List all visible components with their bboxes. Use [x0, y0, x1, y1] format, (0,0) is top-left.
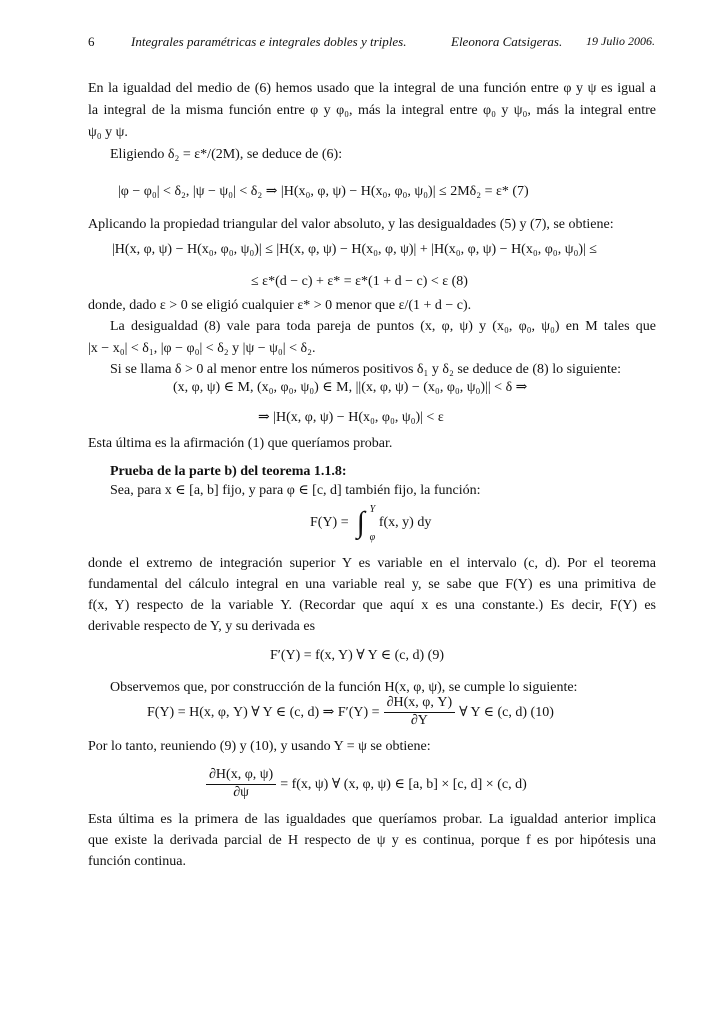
integral-upper-limit: Y: [369, 504, 376, 515]
paragraph-line: la integral de la misma función entre φ y φ₀, más la integral entre φ₀ y ψ₀, más la integral entre: [88, 103, 656, 118]
paragraph-line: Si se llama δ > 0 al menor entre los números positivos δ₁ y δ₂ se deduce de (8) lo siguiente:: [110, 362, 622, 377]
equation-integral: [310, 503, 431, 543]
paragraph-line: Esta última es la afirmación (1) que queríamos probar.: [88, 436, 393, 451]
running-title: Integrales paramétricas e integrales dobles y triples.: [131, 34, 407, 49]
equation-10-rhs: ∀ Y ∈ (c, d) (10): [459, 704, 554, 720]
equation-9: F′(Y) = f(x, Y) ∀ Y ∈ (c, d) (9): [270, 648, 445, 663]
paragraph-line: f(x, Y) respecto de la variable Y. (Recordar que aquí x es una constante.) Es decir, F(Y) es: [88, 598, 656, 613]
paragraph-line: |x − x₀| < δ₁, |φ − φ₀| < δ₂ y |ψ − ψ₀| < δ₂.: [88, 341, 316, 356]
paragraph-line: Por lo tanto, reuniendo (9) y (10), y usando Y = ψ se obtiene:: [88, 739, 431, 754]
section-heading: Prueba de la parte b) del teorema 1.1.8:: [110, 464, 347, 479]
equation-partial-derivative: [206, 763, 527, 805]
equation-10: [147, 691, 554, 733]
integral-lhs: F(Y) =: [310, 515, 349, 530]
integral-lower-limit: φ: [369, 532, 376, 543]
equation-10-lhs: F(Y) = H(x, φ, Y) ∀ Y ∈ (c, d) ⇒ F′(Y) =: [147, 704, 380, 720]
paragraph-line: Aplicando la propiedad triangular del valor absoluto, y las desigualdades (5) y (7), se obtiene:: [88, 217, 614, 232]
paragraph-line: ψ₀ y ψ.: [88, 125, 128, 140]
equation-implication-line-2: ⇒ |H(x, φ, ψ) − H(x₀, φ₀, ψ₀)| < ε: [258, 410, 444, 425]
paragraph-line: Eligiendo δ₂ = ε*/(2M), se deduce de (6):: [110, 147, 343, 162]
paragraph-line: Esta última es la primera de las igualdades que queríamos probar. La igualdad anterior implica: [88, 812, 656, 827]
integral-sign: ∫ Y φ: [356, 504, 376, 543]
fraction-denominator: ∂Y: [410, 712, 428, 728]
paragraph-line: En la igualdad del medio de (6) hemos usado que la integral de una función entre φ y ψ es igual a: [88, 81, 656, 96]
equation-rhs: = f(x, ψ) ∀ (x, φ, ψ) ∈ [a, b] × [c, d] × (c, d): [280, 776, 527, 792]
paragraph-line: Observemos que, por construcción de la función H(x, φ, ψ), se cumple lo siguiente:: [110, 680, 578, 695]
paragraph-line: fundamental del cálculo integral en una variable real y, se sabe que F(Y) es una primitiva de: [88, 577, 656, 592]
equation-8-line-2: ≤ ε*(d − c) + ε* = ε*(1 + d − c) < ε (8): [251, 274, 468, 289]
page-number: 6: [88, 34, 95, 49]
paragraph-line: donde el extremo de integración superior Y es variable en el intervalo (c, d). Por el teorema: [88, 556, 656, 571]
paragraph-line: derivable respecto de Y, y su derivada es: [88, 619, 316, 634]
partial-fraction: [206, 767, 276, 800]
running-date: 19 Julio 2006.: [586, 34, 655, 48]
paragraph-line: donde, dado ε > 0 se eligió cualquier ε* > 0 menor que ε/(1 + d − c).: [88, 298, 472, 313]
running-author: Eleonora Catsigeras.: [451, 34, 563, 49]
equation-implication-line-1: (x, φ, ψ) ∈ M, (x₀, φ₀, ψ₀) ∈ M, ||(x, φ, ψ) − (x₀, φ₀, ψ₀)|| < δ ⇒: [173, 380, 528, 395]
equation-10-fraction: [384, 695, 456, 728]
equation-8-line-1: |H(x, φ, ψ) − H(x₀, φ₀, ψ₀)| ≤ |H(x, φ, ψ) − H(x₀, φ, ψ)| + |H(x₀, φ, ψ) − H(x₀, φ₀, ψ₀)| ≤: [112, 242, 597, 257]
paragraph-line: que existe la derivada parcial de H respecto de ψ y es continua, porque f es por hipótesis una: [88, 833, 656, 848]
integrand: f(x, y) dy: [378, 515, 432, 530]
paragraph-line: Sea, para x ∈ [a, b] fijo, y para φ ∈ [c, d] también fijo, la función:: [110, 483, 481, 498]
paragraph-line: La desigualdad (8) vale para toda pareja de puntos (x, φ, ψ) y (x₀, φ₀, ψ₀) en M tales que: [110, 319, 656, 334]
paragraph-line: función continua.: [88, 854, 186, 869]
equation-7: |φ − φ₀| < δ₂, |ψ − ψ₀| < δ₂ ⇒ |H(x₀, φ, ψ) − H(x₀, φ₀, ψ₀)| ≤ 2Mδ₂ = ε* (7): [118, 184, 529, 199]
fraction-numerator: ∂H(x, φ, ψ): [206, 767, 276, 784]
fraction-numerator: ∂H(x, φ, Y): [384, 695, 456, 712]
fraction-denominator: ∂ψ: [233, 784, 249, 800]
